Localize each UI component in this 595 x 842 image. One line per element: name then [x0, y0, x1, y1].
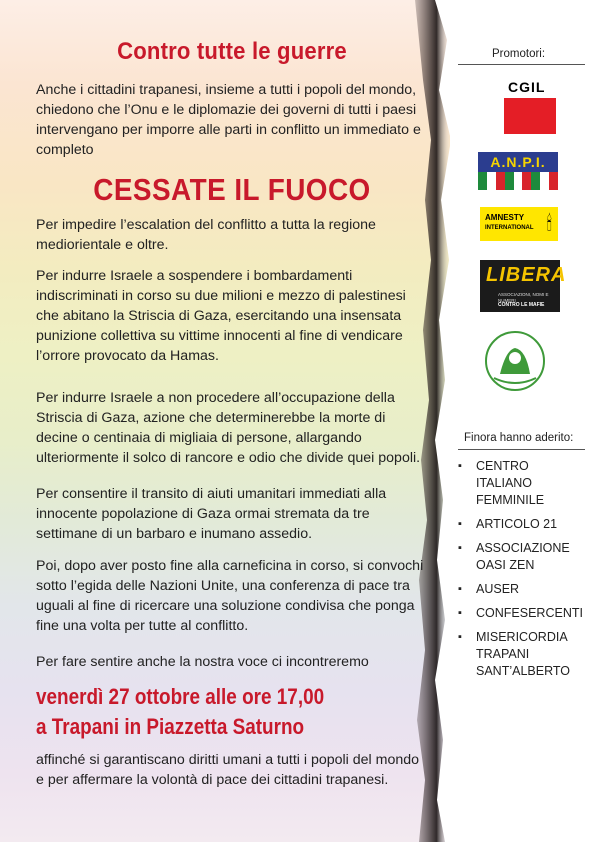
oasi-zen-logo	[484, 330, 546, 392]
paragraph-bombardamenti: Per indurre Israele a sospendere i bombardamenti indiscriminati in corso su due milioni e mezzo di palestinesi che abitano la Striscia di Gaza, esercitando una insensata punizione collettiva su vittime innocenti al fine di vendicare l’orrore provocato da Hamas.	[36, 268, 406, 364]
paragraph-escalation: Per impedire l’escalation del conflitto a tutta la regione mediorientale e oltre.	[36, 217, 376, 253]
adherents-label: Finora hanno aderito:	[464, 432, 574, 444]
list-item: ▪ CENTRO ITALIANO FEMMINILE	[458, 458, 588, 509]
candle-icon: 🕯	[546, 213, 552, 235]
closing-paragraph: affinché si garantiscano diritti umani a tutti i popoli del mondo e per affermare la volontà di pace dei cittadini trapanesi.	[36, 752, 420, 788]
promoters-divider	[458, 64, 585, 65]
libera-logo: LIBERA ASSOCIAZIONI, NOMI E NUMERI CONTRO LE MAFIE	[480, 260, 560, 312]
adherents-divider	[458, 449, 585, 450]
list-item: ▪ ARTICOLO 21	[458, 516, 588, 533]
intro-paragraph: Anche i cittadini trapanesi, insieme a tutti i popoli del mondo, chiedono che l’Onu e le diplomazie dei governi di tutti i paesi intervengano per imporre alle parti in conflitto un immediato e completo	[36, 82, 421, 158]
sidebar	[458, 0, 595, 842]
list-item: ▪ MISERICORDIA TRAPANI SANT’ALBERTO	[458, 629, 588, 680]
anpi-logo: A.N.P.I.	[478, 152, 558, 190]
list-item: ▪ AUSER	[458, 581, 588, 598]
paragraph-aiuti: Per consentire il transito di aiuti umanitari immediati alla innocente popolazione di Gaza ormai stremata da tre settimane di un barbaro e inumano assedio.	[36, 486, 387, 542]
event-date: venerdì 27 ottobre alle ore 17,00	[36, 684, 325, 709]
list-item: ▪ CONFESERCENTI	[458, 605, 588, 622]
event-place: a Trapani in Piazzetta Saturno	[36, 714, 305, 739]
list-item: ▪ ASSOCIAZIONE OASI ZEN	[458, 540, 588, 574]
promoters-label: Promotori:	[492, 48, 546, 60]
paragraph-invito: Per fare sentire anche la nostra voce ci incontreremo	[36, 654, 369, 670]
adherents-list	[458, 458, 588, 687]
cgil-logo: CGIL	[504, 76, 556, 134]
amnesty-logo: AMNESTY INTERNATIONAL 🕯	[480, 207, 558, 241]
paragraph-occupazione: Per indurre Israele a non procedere all’occupazione della Striscia di Gaza, azione che determinerebbe la morte di decine o centinaia di migliaia di persone, allargando ulteriormente il solco di rancore e odio che divide quei popoli.	[36, 390, 421, 466]
page-title: Contro tutte le guerre	[117, 38, 347, 65]
headline: CESSATE IL FUOCO	[93, 172, 371, 207]
paragraph-conferenza: Poi, dopo aver posto fine alla carneficina in corso, si convochi sotto l’egida delle Nazioni Unite, una conferenza di pace tra uguali al fine di ricercare una soluzione condivisa che ponga fine una volta per tutte al conflitto.	[36, 558, 424, 634]
